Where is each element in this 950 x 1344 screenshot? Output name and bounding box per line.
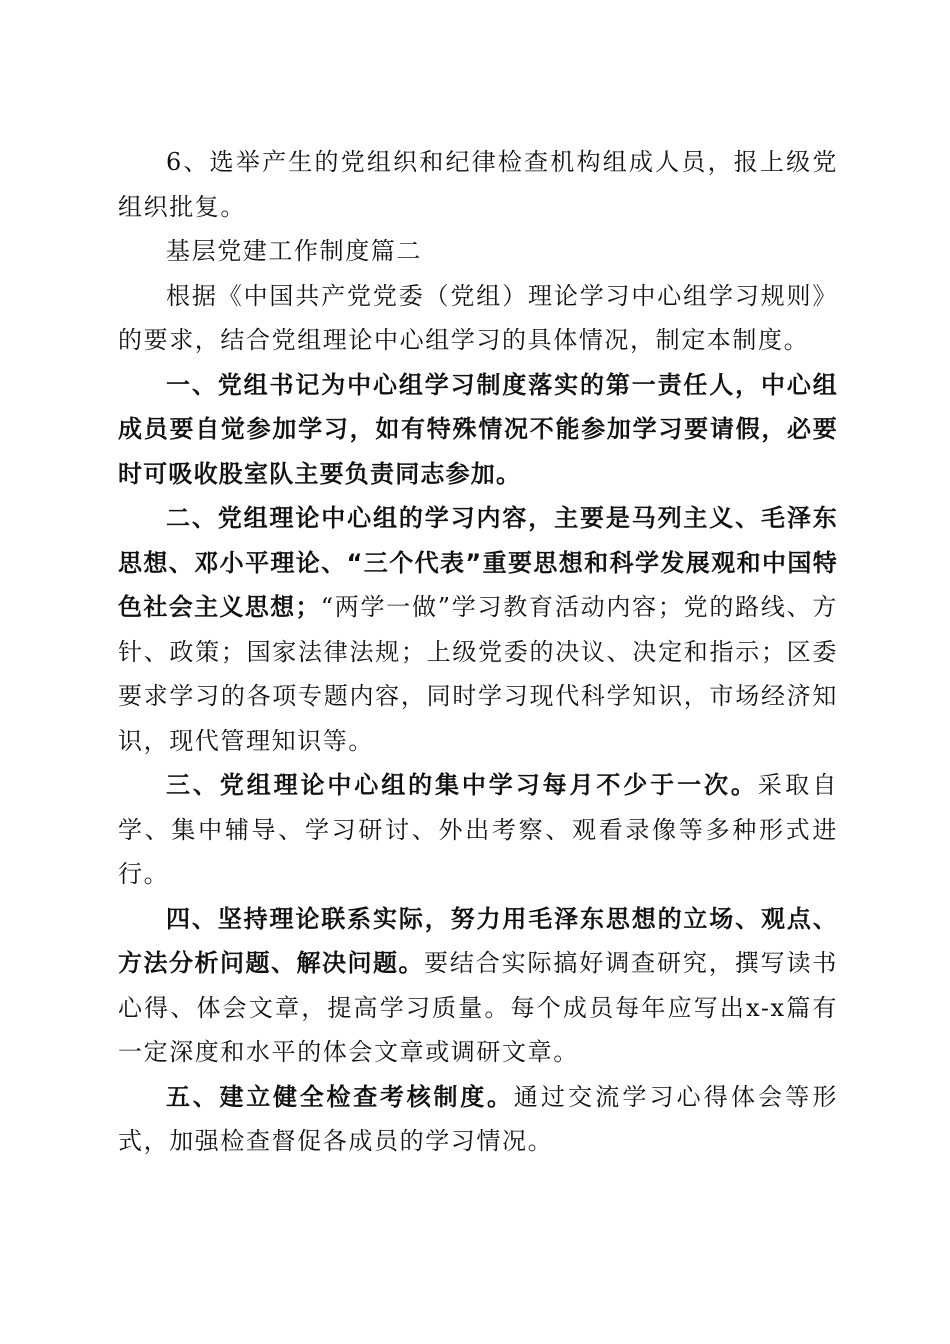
- paragraph-item-6: 6、选举产生的党组织和纪律检查机构组成人员，报上级党组织批复。: [118, 148, 838, 221]
- rule-5: [118, 1075, 838, 1164]
- rule-3: [118, 763, 838, 897]
- rule-2-text: “两学一做”学习教育活动内容；党的路线、方针、政策；国家法律法规；上级党委的决议、决定和指示；区委要求学习的各项专题内容，同时学习现代科学知识，市场经济知识，现代管理知识等。: [118, 593, 838, 755]
- rule-4: [118, 897, 838, 1075]
- intro-paragraph: 根据《中国共产党党委（党组）理论学习中心组学习规则》的要求，结合党组理论中心组学习的具体情况，制定本制度。: [118, 281, 838, 354]
- document-body: [118, 140, 838, 1164]
- rule-5-text: 通过交流学习心得体会等形式，加强检查督促各成员的学习情况。: [118, 1082, 838, 1155]
- rule-4-lead: 四、坚持理论联系实际，努力用毛泽东思想的立场、观点、方法分析问题、解决问题。: [118, 904, 838, 977]
- section-heading: 基层党建工作制度篇二: [166, 237, 422, 265]
- rule-2-lead: 二、党组理论中心组的学习内容，主要是马列主义、毛泽东思想、邓小平理论、“三个代表”重要思想和科学发展观和中国特色社会主义思想；: [118, 504, 838, 621]
- rule-3-lead: 三、党组理论中心组的集中学习每月不少于一次。: [166, 771, 758, 799]
- rule-1: [118, 363, 838, 497]
- rule-4-text: 要结合实际搞好调查研究，撰写读书心得、体会文章，提高学习质量。每个成员每年应写出x-x篇有一定深度和水平的体会文章或调研文章。: [118, 949, 838, 1066]
- rule-5-lead: 五、建立健全检查考核制度。: [166, 1082, 514, 1111]
- rule-3-text: 采取自学、集中辅导、学习研讨、外出考察、观看录像等多种形式进行。: [118, 771, 838, 888]
- rule-1-text: 一、党组书记为中心组学习制度落实的第一责任人，中心组成员要自觉参加学习，如有特殊情况不能参加学习要请假，必要时可吸收股室队主要负责同志参加。: [118, 370, 838, 488]
- rule-2: [118, 496, 838, 763]
